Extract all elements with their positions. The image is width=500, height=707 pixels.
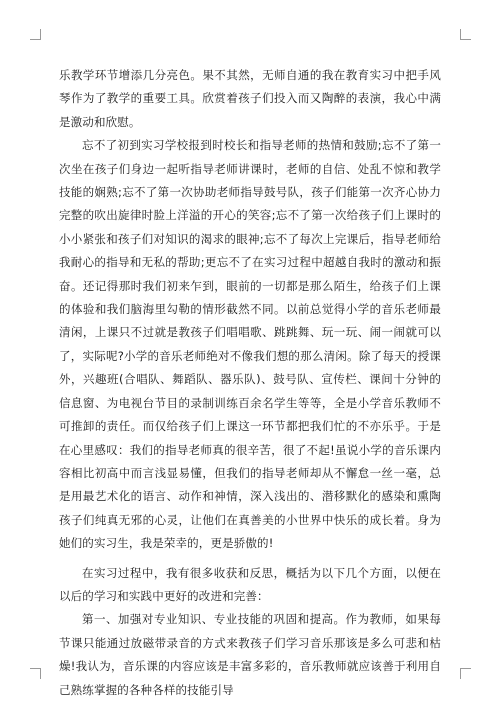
paragraph: 忘不了初到实习学校报到时校长和指导老师的热情和鼓励;忘不了第一次坐在孩子们身边一起听指导老师讲课时，老师的自信、处乱不惊和教学技能的娴熟;忘不了第一次协助老师指导鼓号队，孩子们能第一次齐心协力完整的吹出旋律时脸上洋溢的开心的笑容;忘不了第一次给孩子们上课时的小小紧张和孩子们对知识的渴求的眼神;忘不了每次上完课后，指导老师给我耐心的指导和无私的帮助;更忘不了在实习过程中超越自我时的激动和振奋。还记得那时我们初来乍到，眼前的一切都是那么陌生，给孩子们上课的体验和我们脑海里勾勒的情形截然不同。以前总觉得小学的音乐老师最清闲，上课只不过就是教孩子们唱唱歌、跳跳舞、玩一玩、闹一闹就可以了，实际呢?小学的音乐老师绝对不像我们想的那么清闲。除了每天的授课外，兴趣班(合唱队、舞蹈队、器乐队)、鼓号队、宣传栏、课间十分钟的信息窗、为电视台节目的录制训练百余名学生等等，全是小学音乐教师不可推卸的责任。而仅给孩子们上课这一环节都把我们忙的不亦乐乎。于是在心里感叹：我们的指导老师真的很辛苦，很了不起!虽说小学的音乐课内容相比初高中而言浅显易懂，但我们的指导老师却从不懈怠一丝一毫，总是用最艺术化的语言、动作和神情，深入浅出的、潜移默化的感染和熏陶孩子们纯真无邪的心灵，让他们在真善美的小世界中快乐的成长着。身为她们的实习生，我是荣幸的，更是骄傲的!	[59, 138, 441, 551]
paragraph: 乐教学环节增添几分亮色。果不其然，无师自通的我在教育实习中把手风琴作为了教学的重要工具。欣赏着孩子们投入而又陶醉的表演，我心中满是激动和欣慰。	[59, 68, 441, 129]
crop-mark-top-left	[30, 29, 41, 40]
crop-mark-bottom-left	[30, 668, 41, 679]
crop-mark-bottom-right	[460, 668, 471, 679]
document-body	[59, 64, 441, 702]
crop-mark-top-right	[460, 29, 471, 40]
paragraph: 在实习过程中，我有很多收获和反思，概括为以下几个方面，以便在以后的学习和实践中更好的改进和完善：	[59, 565, 441, 603]
paragraph: 第一、加强对专业知识、专业技能的巩固和提高。作为教师，如果每节课只能通过放磁带录音的方式来教孩子们学习音乐那该是多么可悲和枯燥!我认为，音乐课的内容应该是丰富多彩的，音乐教师就应该善于利用自己熟练掌握的各种各样的技能引导	[59, 612, 441, 697]
